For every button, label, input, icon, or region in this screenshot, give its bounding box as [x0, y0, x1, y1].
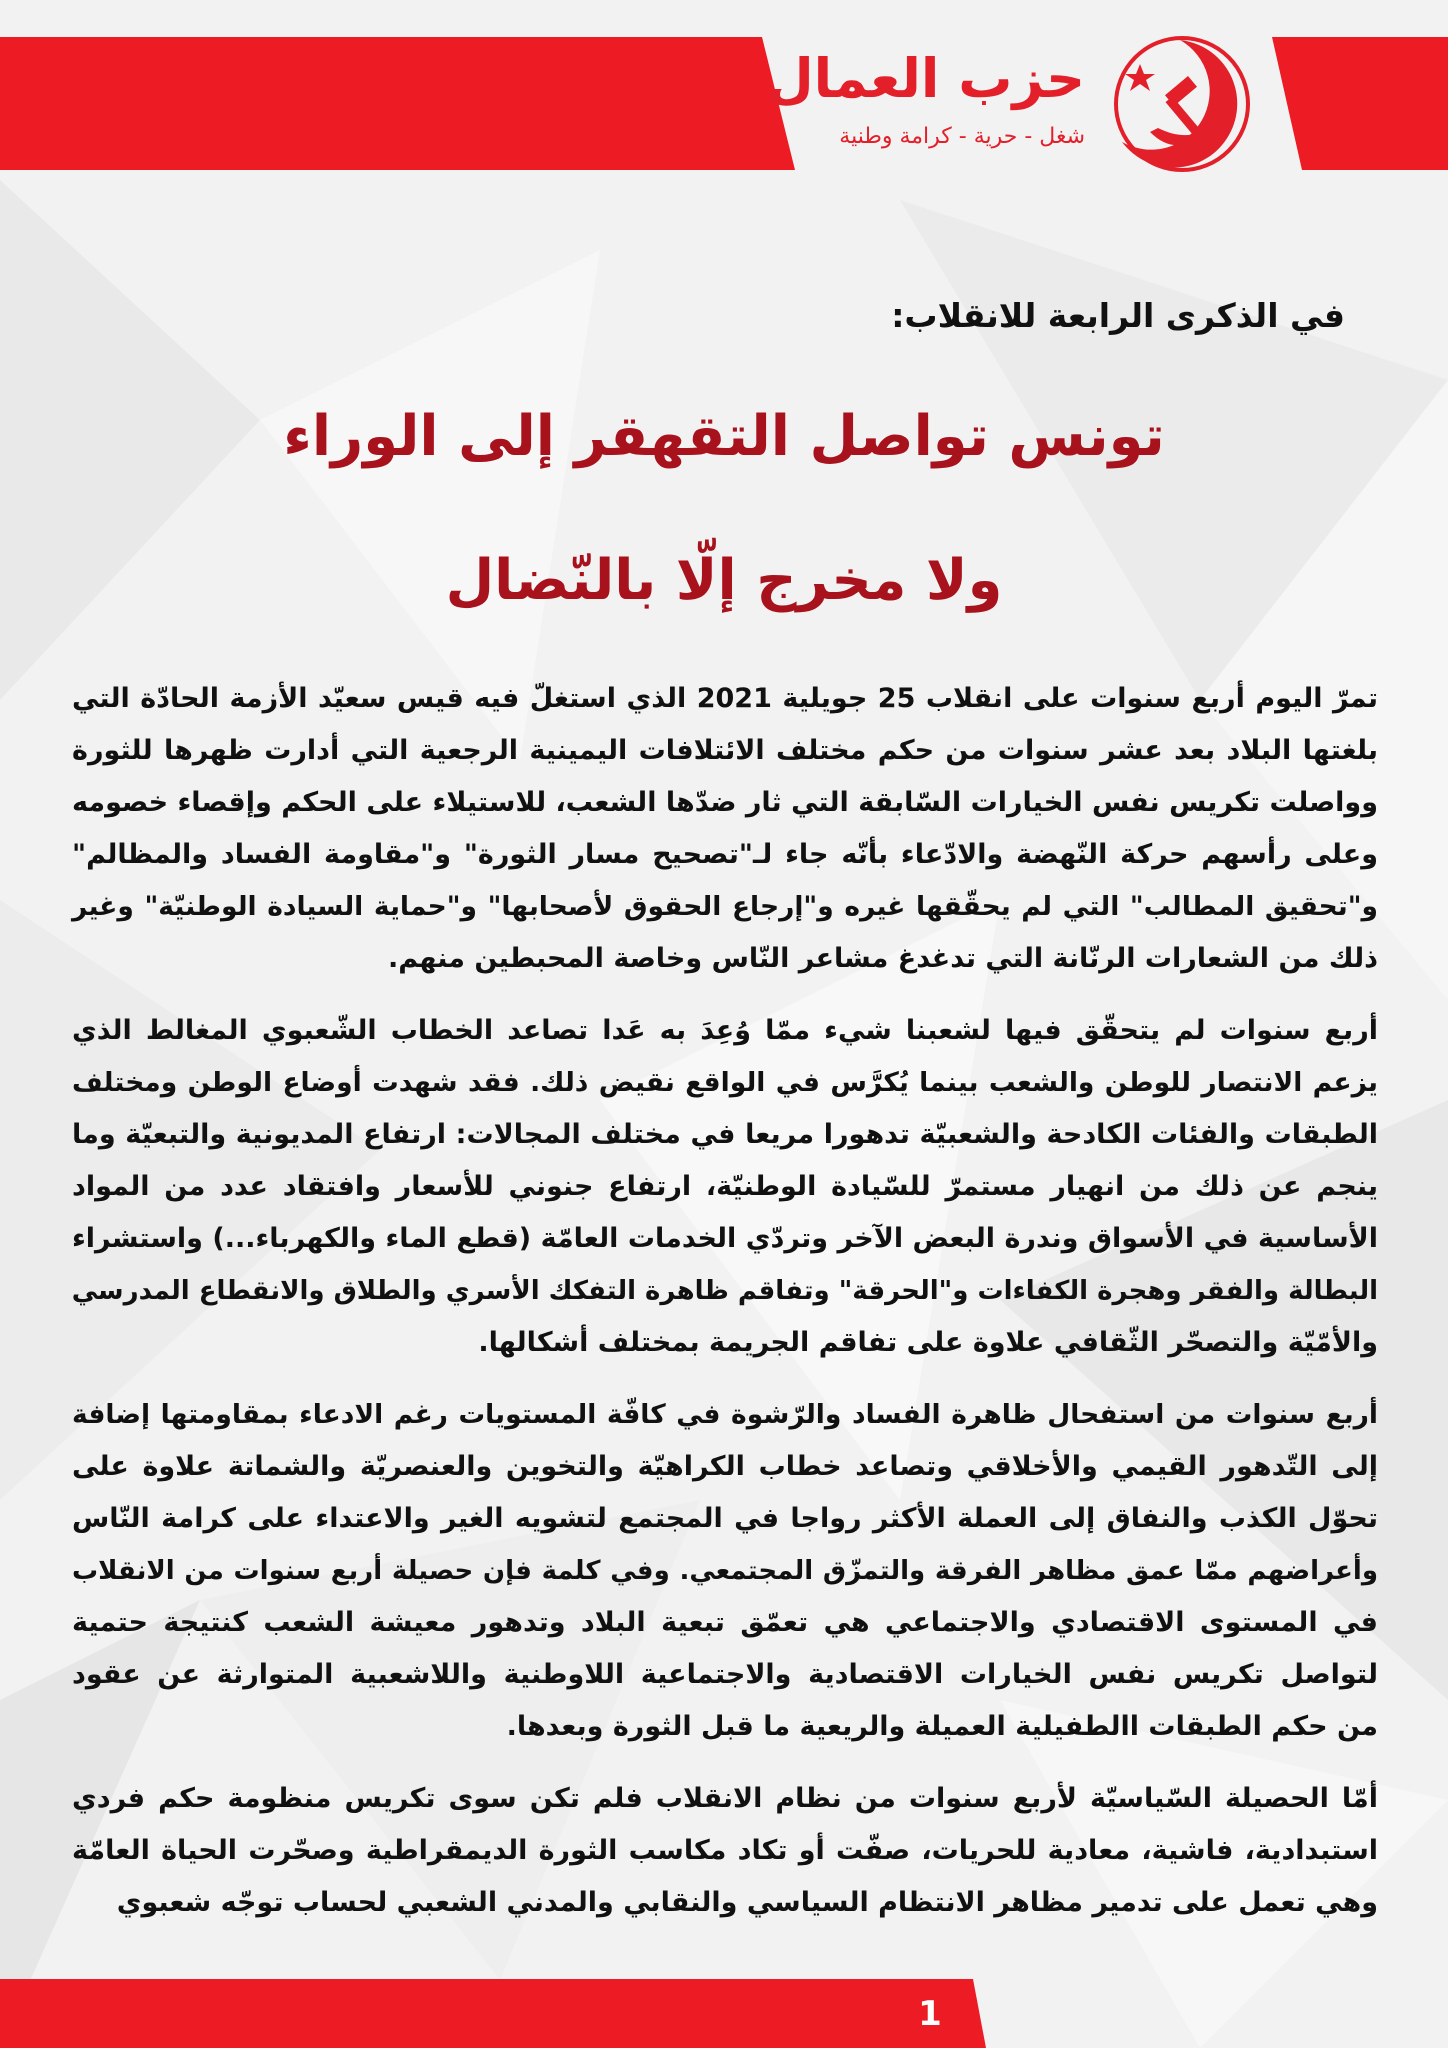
- paragraph-line: البطالة والفقر وهجرة الكفاءات و"الحرقة" وتفاقم ظاهرة التفكك الأسري والطلاق والانقطاع المدرسي: [71, 1276, 1378, 1306]
- party-name: حزب العمال: [766, 47, 1085, 110]
- party-slogan: شغل - حرية - كرامة وطنية: [839, 124, 1085, 149]
- paragraph-line: أربع سنوات من استفحال ظاهرة الفساد والرّشوة في كافّة المستويات رغم الادعاء بمقاومتها إضافة: [72, 1399, 1378, 1430]
- paragraph-line: استبدادية، فاشية، معادية للحريات، صفّت أو تكاد مكاسب الثورة الديمقراطية وصحّرت الحياة العامّة: [72, 1835, 1378, 1866]
- paragraph-line: الطبقات والفئات الكادحة والشعبيّة تدهورا مريعا في مختلف المجالات: ارتفاع المديونية والتبعيّة وما: [72, 1119, 1378, 1150]
- paragraph: [72, 673, 1378, 985]
- page-number: 1: [918, 1994, 942, 2034]
- paragraph-line: والأمّيّة والتصحّر الثّقافي علاوة على تفاقم الجريمة بمختلف أشكالها.: [478, 1327, 1378, 1358]
- paragraph-line: ينجم عن ذلك من انهيار مستمرّ للسّيادة الوطنيّة، ارتفاع جنوني للأسعار وافتقاد عدد من المواد: [72, 1171, 1378, 1202]
- paragraph-line: وواصلت تكريس نفس الخيارات السّابقة التي ثار ضدّها الشعب، للاستيلاء على الحكم وإقصاء خصومه: [72, 787, 1378, 818]
- paragraph-line: تمرّ اليوم أربع سنوات على انقلاب 25 جويلية 2021 الذي استغلّ فيه قيس سعيّد الأزمة الحادّة التي: [72, 683, 1378, 714]
- paragraph-line: في المستوى الاقتصادي والاجتماعي هي تعمّق تبعية البلاد وتدهور معيشة الشعب كنتيجة حتمية: [72, 1607, 1378, 1638]
- header-band-left: [0, 37, 795, 170]
- document-title-line-2: ولا مخرج إلّا بالنّضال: [445, 548, 1003, 613]
- document-body: [72, 673, 1378, 1949]
- header-band-right: [1272, 37, 1448, 170]
- footer-band: [0, 1979, 986, 2048]
- paragraph-line: بلغتها البلاد بعد عشر سنوات من حكم مختلف الائتلافات اليمينية الرجعية التي أدارت ظهرها للثورة: [72, 735, 1378, 766]
- paragraph-line: لتواصل تكريس نفس الخيارات الاقتصادية والاجتماعية اللاوطنية واللاشعبية المتوارثة عن عقود: [72, 1659, 1378, 1690]
- paragraph-line: تحوّل الكذب والنفاق إلى العملة الأكثر رواجا في المجتمع لتشويه الغير والاعتداء على كرامة النّاس: [72, 1503, 1378, 1534]
- paragraph-line: ذلك من الشعارات الرنّانة التي تدغدغ مشاعر النّاس وخاصة المحبطين منهم.: [387, 943, 1378, 974]
- paragraph-line: وأعراضهم ممّا عمق مظاهر الفرقة والتمزّق المجتمعي. وفي كلمة فإن حصيلة أربع سنوات من الانقلاب: [72, 1556, 1378, 1586]
- paragraph-line: و"تحقيق المطالب" التي لم يحقّقها غيره و"إرجاع الحقوق لأصحابها" و"حماية السيادة الوطنيّة" وغير: [72, 891, 1378, 922]
- paragraph-line: أربع سنوات لم يتحقّق فيها لشعبنا شيء ممّا وُعِدَ به عَدا تصاعد الخطاب الشّعبوي المغالط الذي: [72, 1015, 1378, 1046]
- document-subheading: في الذكرى الرابعة للانقلاب:: [891, 296, 1345, 335]
- paragraph-line: الأساسية في الأسواق وندرة البعض الآخر وتردّي الخدمات العامّة (قطع الماء والكهرباء...) واستشراء: [72, 1223, 1378, 1254]
- paragraph-line: إلى التّدهور القيمي والأخلاقي وتصاعد خطاب الكراهيّة والتخوين والعنصريّة والشماتة علاوة على: [72, 1451, 1378, 1482]
- paragraph-line: وعلى رأسهم حركة النّهضة والادّعاء بأنّه جاء لـ"تصحيح مسار الثورة" و"مقاومة الفساد والمظالم": [72, 839, 1378, 870]
- document-title-line-1: تونس تواصل التقهقر إلى الوراء: [283, 404, 1165, 469]
- paragraph-line: يزعم الانتصار للوطن والشعب بينما يُكرَّس في الواقع نقيض ذلك. فقد شهدت أوضاع الوطن ومختلف: [72, 1067, 1378, 1098]
- paragraph-line: من حكم الطبقات االطفيلية العميلة والريعية ما قبل الثورة وبعدها.: [506, 1711, 1378, 1742]
- paragraph-line: وهي تعمل على تدمير مظاهر الانتظام السياسي والنقابي والمدني الشعبي لحساب توجّه شعبوي: [116, 1887, 1378, 1918]
- paragraph: [72, 1773, 1378, 1929]
- paragraph: [72, 1389, 1378, 1753]
- hammer-sickle-star-icon: [1110, 32, 1254, 176]
- paragraph: [72, 1005, 1378, 1369]
- paragraph-line: أمّا الحصيلة السّياسيّة لأربع سنوات من نظام الانقلاب فلم تكن سوى تكريس منظومة حكم فردي: [72, 1783, 1378, 1814]
